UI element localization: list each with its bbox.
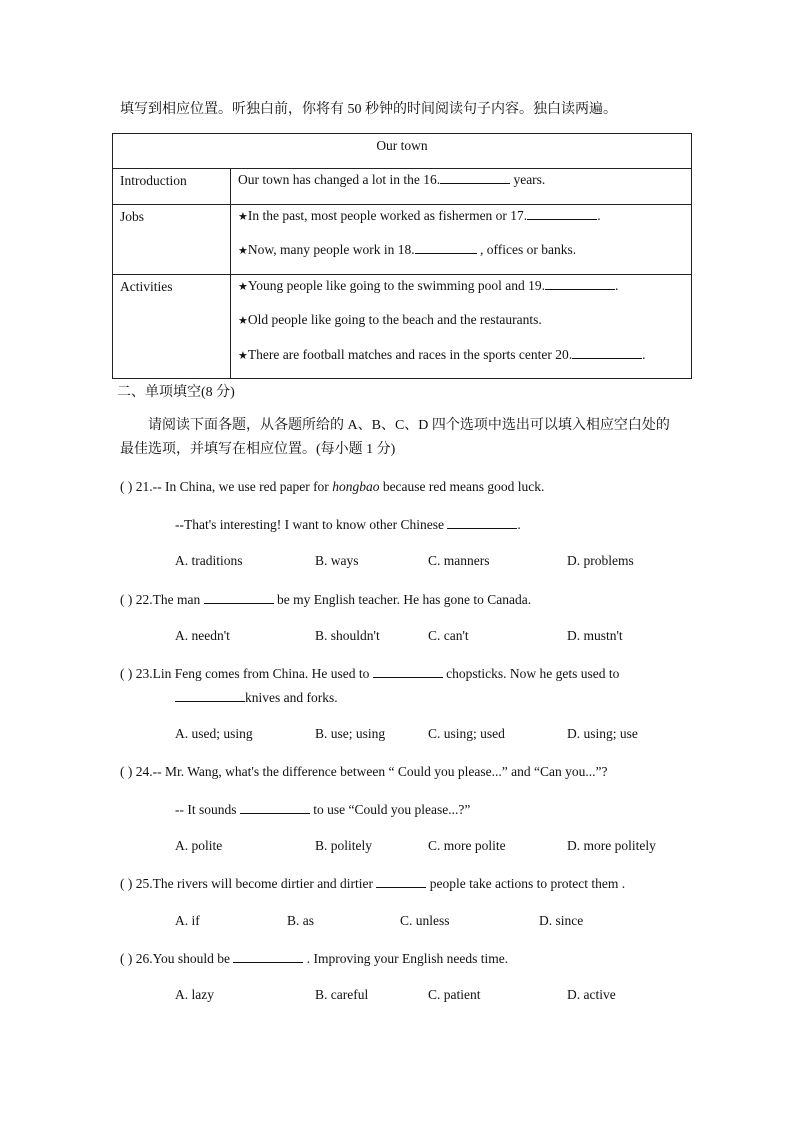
table-line: ★There are football matches and races in the sports center 20. .	[238, 346, 646, 362]
option-a[interactable]: A. if	[175, 913, 200, 928]
table-row	[113, 204, 692, 274]
table-row	[113, 169, 692, 205]
option-a[interactable]: A. used; using	[175, 726, 253, 741]
option-b[interactable]: B. as	[287, 913, 314, 928]
option-a[interactable]: A. traditions	[175, 553, 243, 568]
answer-blank-16[interactable]	[440, 171, 510, 184]
question-26: ( ) 26.You should be . Improving your English needs time.	[120, 951, 509, 966]
option-c[interactable]: C. unless	[400, 913, 450, 928]
table-row	[113, 274, 692, 379]
answer-blank-19[interactable]	[545, 277, 615, 290]
answer-blank-17[interactable]	[527, 207, 597, 220]
option-c[interactable]: C. more polite	[428, 838, 506, 853]
our-town-table	[112, 133, 692, 379]
question-21-line2: --That's interesting! I want to know other Chinese .	[175, 517, 521, 532]
question-23-line2: knives and forks.	[175, 689, 338, 706]
star-icon: ★	[238, 314, 248, 327]
option-b[interactable]: B. shouldn't	[315, 628, 380, 643]
section-instructions: 请阅读下面各题，从各题所给的 A、B、C、D 四个选项中选出可以填入相应空白处的最佳选项，并填写在相应位置。(每小题 1 分)	[120, 418, 670, 457]
option-a[interactable]: A. needn't	[175, 628, 230, 643]
answer-bracket[interactable]: ( )	[120, 876, 133, 891]
answer-blank-21[interactable]	[447, 516, 517, 529]
answer-bracket[interactable]: ( )	[120, 479, 133, 494]
answer-blank-23b[interactable]	[175, 689, 245, 702]
question-24: ( ) 24.-- Mr. Wang, what's the difference between “ Could you please...” and “Can you...”?	[120, 764, 608, 779]
option-a[interactable]: A. polite	[175, 838, 223, 853]
question-21: ( ) 21.-- In China, we use red paper for hongbao because red means good luck.	[120, 479, 545, 494]
option-d[interactable]: D. using; use	[567, 726, 638, 741]
question-25: ( ) 25.The rivers will become dirtier and dirtier people take actions to protect them .	[120, 876, 626, 891]
answer-bracket[interactable]: ( )	[120, 592, 133, 607]
star-icon: ★	[238, 279, 248, 293]
answer-blank-22[interactable]	[204, 591, 274, 604]
table-line: ★Old people like going to the beach and the restaurants.	[238, 312, 542, 327]
table-title-cell	[113, 134, 692, 169]
answer-bracket[interactable]: ( )	[120, 666, 133, 681]
table-line: ★Now, many people work in 18. , offices or banks.	[238, 242, 577, 257]
answer-blank-24[interactable]	[240, 801, 310, 814]
section-title: 二、单项填空(8 分)	[117, 385, 235, 400]
answer-blank-20[interactable]	[572, 346, 642, 359]
row-label: Jobs	[120, 208, 145, 224]
option-b[interactable]: B. careful	[315, 987, 369, 1002]
table-line: ★Young people like going to the swimming pool and 19. .	[238, 277, 619, 293]
option-c[interactable]: C. manners	[428, 553, 490, 568]
option-b[interactable]: B. politely	[315, 838, 372, 853]
star-icon: ★	[238, 348, 248, 362]
option-a[interactable]: A. lazy	[175, 987, 214, 1002]
answer-blank-25[interactable]	[376, 875, 426, 888]
option-b[interactable]: B. ways	[315, 553, 359, 568]
table-line: Our town has changed a lot in the 16. years.	[238, 172, 546, 187]
star-icon: ★	[238, 244, 248, 257]
option-d[interactable]: D. active	[567, 987, 616, 1002]
question-23: ( ) 23.Lin Feng comes from China. He used to chopsticks. Now he gets used to	[120, 666, 620, 681]
table-line: ★In the past, most people worked as fishermen or 17. .	[238, 207, 601, 223]
option-c[interactable]: C. using; used	[428, 726, 505, 741]
row-label: Introduction	[120, 173, 187, 188]
answer-blank-18[interactable]	[415, 241, 477, 254]
table-title: Our town	[376, 138, 428, 153]
option-b[interactable]: B. use; using	[315, 726, 386, 741]
option-d[interactable]: D. since	[539, 913, 584, 928]
option-d[interactable]: D. more politely	[567, 838, 656, 853]
answer-blank-23a[interactable]	[373, 665, 443, 678]
option-c[interactable]: C. can't	[428, 628, 469, 643]
intro-instruction: 填写到相应位置。听独白前，你将有 50 秒钟的时间阅读句子内容。独白读两遍。	[120, 102, 617, 117]
row-label: Activities	[120, 278, 173, 294]
option-c[interactable]: C. patient	[428, 987, 481, 1002]
star-icon: ★	[238, 209, 248, 223]
option-d[interactable]: D. mustn't	[567, 628, 623, 643]
answer-blank-26[interactable]	[233, 950, 303, 963]
answer-bracket[interactable]: ( )	[120, 951, 133, 966]
question-24-line2: -- It sounds to use “Could you please...?”	[175, 802, 471, 817]
answer-bracket[interactable]: ( )	[120, 764, 133, 779]
option-d[interactable]: D. problems	[567, 553, 634, 568]
question-22: ( ) 22.The man be my English teacher. He has gone to Canada.	[120, 592, 532, 607]
